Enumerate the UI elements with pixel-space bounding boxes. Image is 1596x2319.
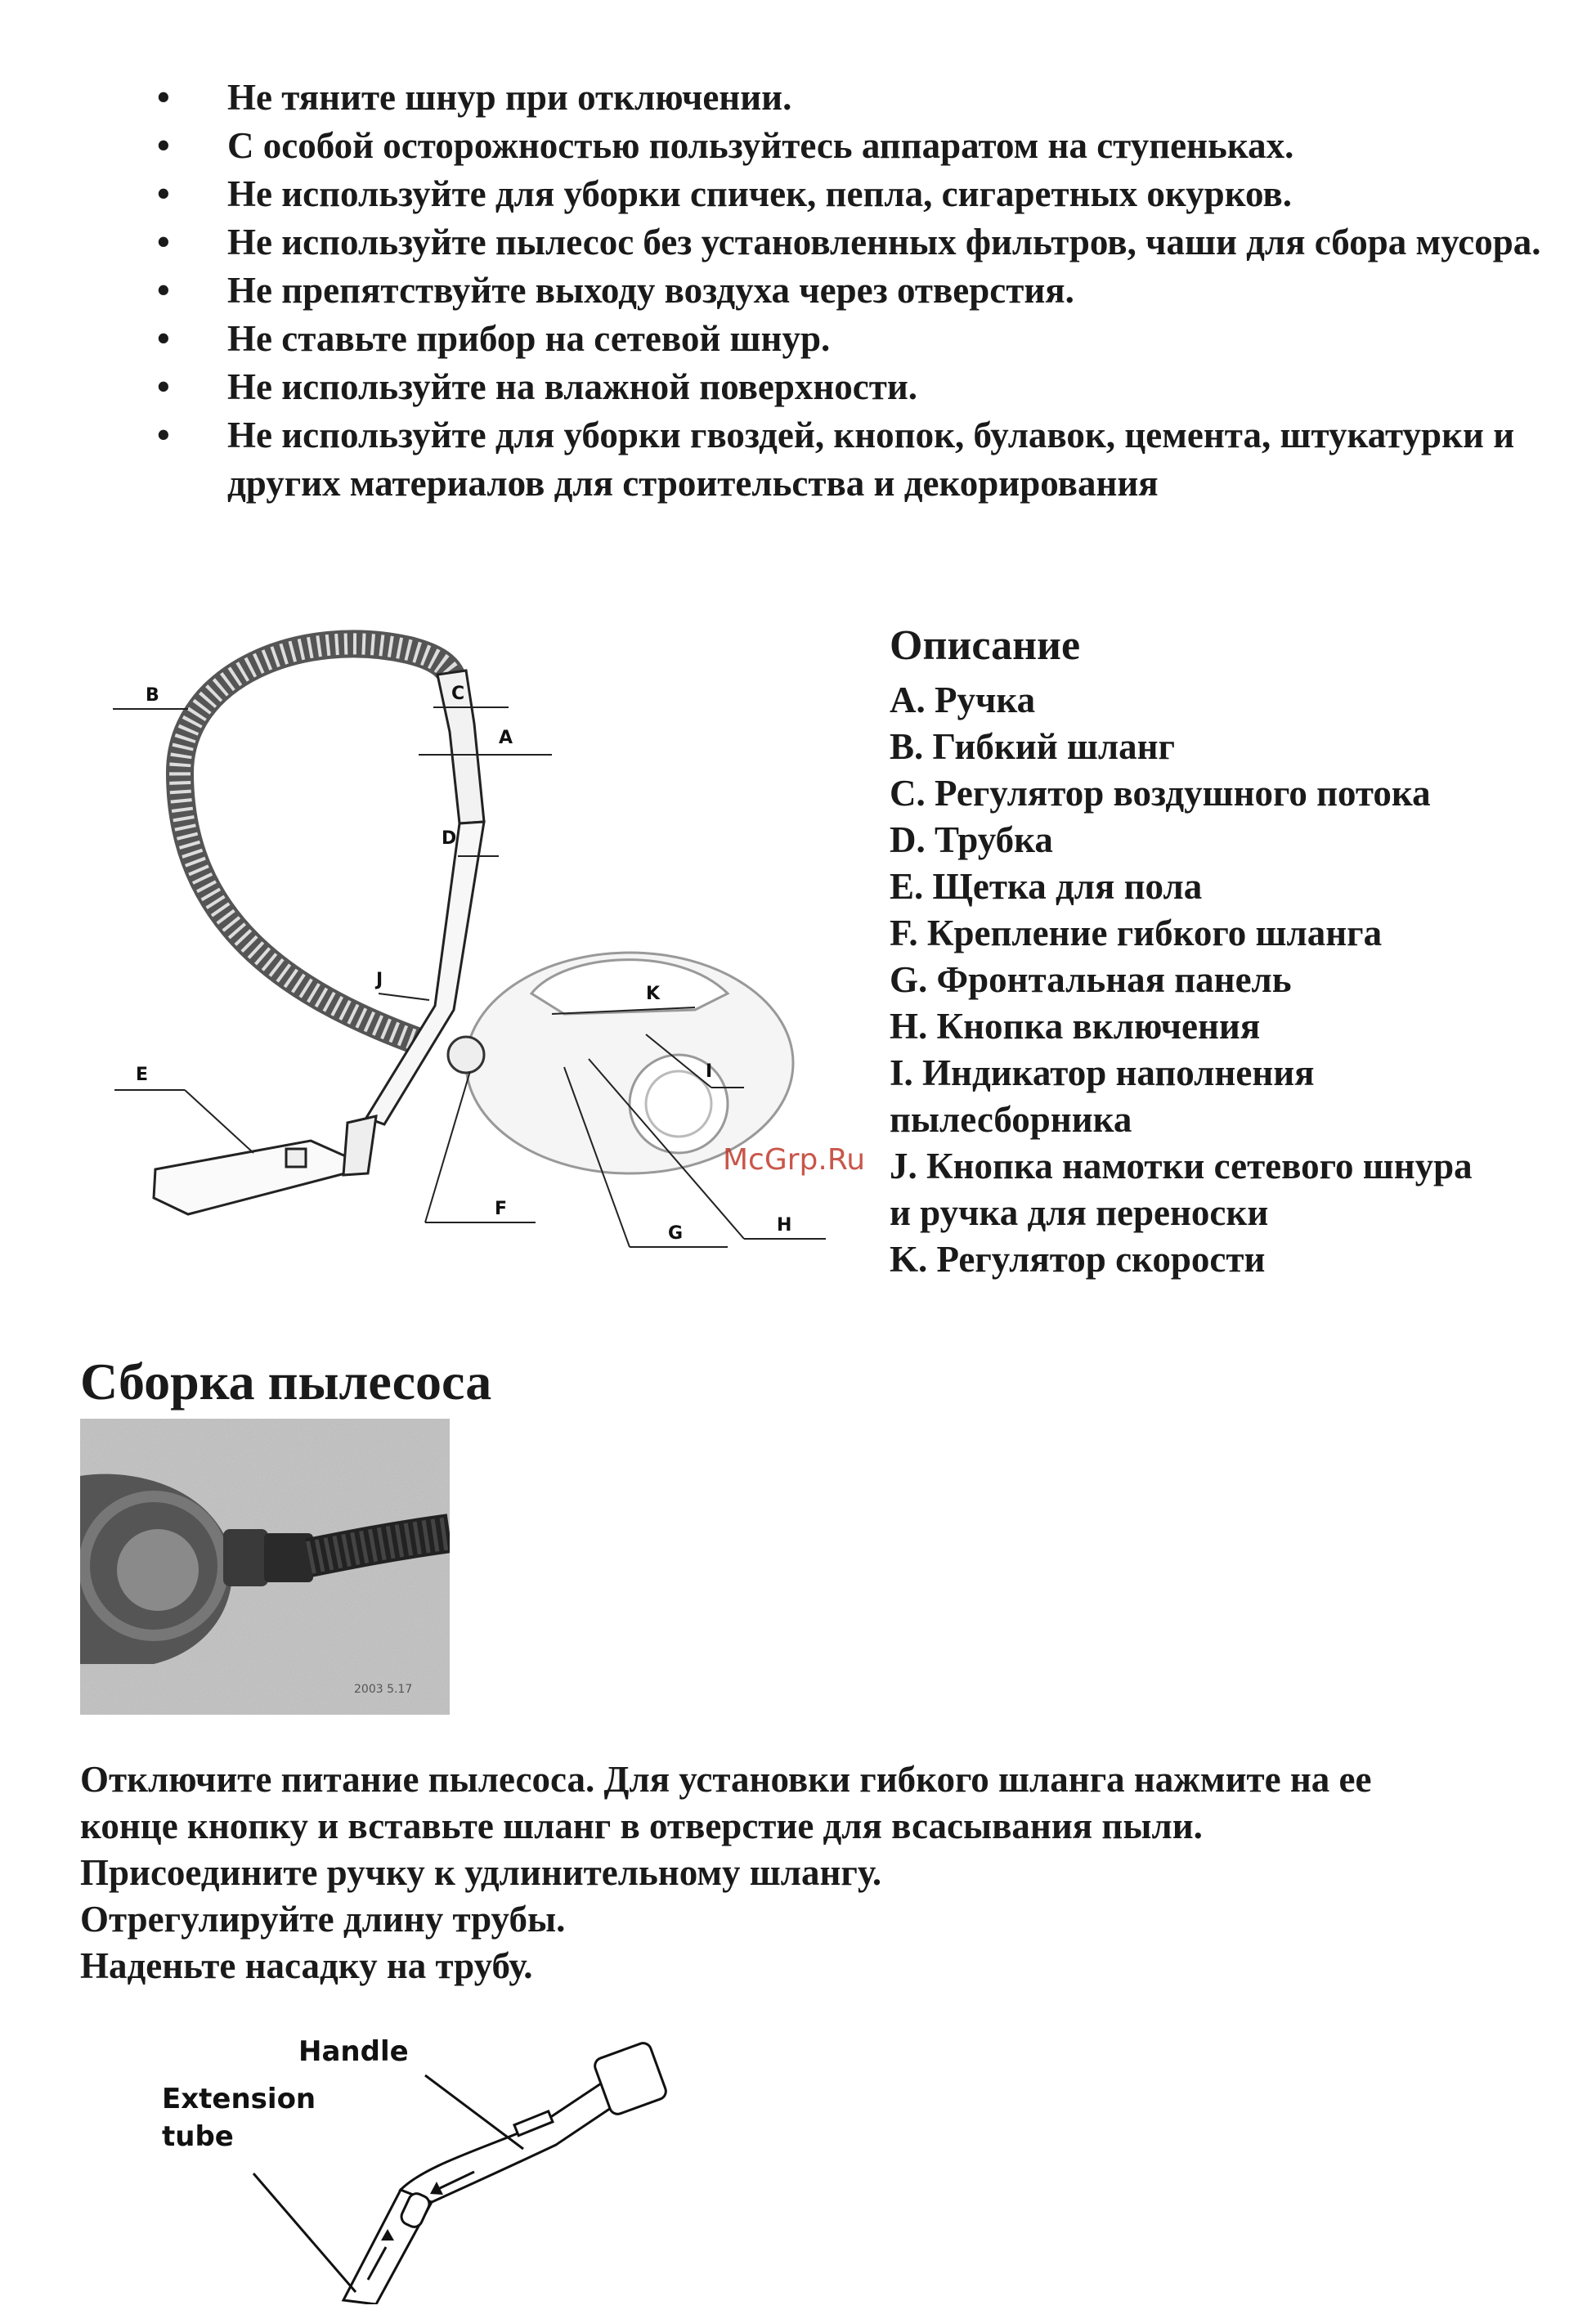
- handle-tube-diagram: [155, 2026, 687, 2304]
- photo-connector: [223, 1529, 268, 1586]
- instruction-line: Наденьте насадку на трубу.: [80, 1945, 533, 1986]
- instruction-line: конце кнопку и вставьте шланг в отверстие для всасывания пыли.: [80, 1805, 1203, 1846]
- instruction-line: Присоедините ручку к удлинительному шлангу.: [80, 1852, 882, 1893]
- description-line: C. Регулятор воздушного потока: [890, 773, 1431, 814]
- list-item: • С особой осторожностью пользуйтесь аппаратом на ступеньках.: [154, 122, 1560, 170]
- extension-label-2: tube: [162, 2120, 234, 2153]
- hose-socket: [448, 1037, 484, 1073]
- description-line: H. Кнопка включения: [890, 1006, 1261, 1047]
- label-k: K: [646, 984, 661, 1004]
- description-line: K. Регулятор скорости: [890, 1239, 1266, 1280]
- list-item: • Не используйте на влажной поверхности.: [154, 363, 1560, 411]
- watermark[interactable]: McGrp.Ru: [723, 1143, 866, 1177]
- photo-date-stamp: 2003 5.17: [354, 1683, 413, 1696]
- label-b: B: [146, 685, 159, 706]
- leader-j: [379, 994, 429, 1000]
- extension-label-1: Extension: [162, 2083, 316, 2115]
- description-line: I. Индикатор наполнения: [890, 1052, 1315, 1093]
- description-line: E. Щетка для пола: [890, 866, 1203, 907]
- bullet-icon: •: [157, 222, 170, 262]
- handle-shape-2: [401, 2084, 613, 2202]
- handle-leader: [425, 2075, 523, 2149]
- list-item: • Не используйте для уборки спичек, пепла, сигаретных окурков.: [154, 170, 1560, 218]
- description-line: F. Крепление гибкого шланга: [890, 913, 1383, 953]
- handle-label: Handle: [298, 2035, 409, 2068]
- assembly-instructions: [80, 1756, 1371, 1989]
- list-item: • Не препятствуйте выходу воздуха через отверстия.: [154, 267, 1560, 315]
- label-j: J: [376, 970, 383, 990]
- label-i: I: [706, 1061, 713, 1082]
- bullet-icon: •: [157, 173, 170, 214]
- description-line: G. Фронтальная панель: [890, 959, 1292, 1000]
- label-g: G: [668, 1223, 684, 1244]
- label-c: C: [451, 684, 465, 704]
- bullet-icon: •: [157, 270, 170, 311]
- safety-list: [154, 74, 1560, 508]
- list-item: • Не тяните шнур при отключении.: [154, 74, 1560, 122]
- instruction-line: Отключите питание пылесоса. Для установки гибкого шланга нажмите на ее: [80, 1759, 1372, 1800]
- tube-shape: [366, 822, 484, 1124]
- bullet-icon: •: [157, 318, 170, 359]
- description-line: пылесборника: [890, 1099, 1132, 1140]
- description-title: Описание: [890, 622, 1081, 669]
- extension-leader: [253, 2173, 356, 2292]
- leader-f: [425, 1071, 470, 1222]
- assembly-title: Сборка пылесоса: [80, 1352, 492, 1411]
- hose-outline: [180, 644, 457, 1043]
- list-item: • Не используйте для уборки гвоздей, кнопок, булавок, цемента, штукатурки и других материалов для строительства и декорирования: [154, 411, 1560, 508]
- brush-neck: [343, 1116, 376, 1175]
- label-a: A: [499, 728, 513, 748]
- instruction-line: Отрегулируйте длину трубы.: [80, 1899, 566, 1940]
- bullet-icon: •: [157, 125, 170, 166]
- description-line: D. Трубка: [890, 819, 1053, 860]
- description-line: B. Гибкий шланг: [890, 726, 1175, 767]
- list-item: • Не ставьте прибор на сетевой шнур.: [154, 315, 1560, 363]
- bullet-icon: •: [157, 415, 170, 455]
- list-item: • Не используйте пылесос без установленных фильтров, чаши для сбора мусора.: [154, 218, 1560, 267]
- hose-connection-photo: [80, 1419, 450, 1715]
- description-line: J. Кнопка намотки сетевого шнура: [890, 1146, 1473, 1186]
- brush-knob: [286, 1149, 306, 1167]
- description-line: A. Ручка: [890, 680, 1036, 720]
- bullet-icon: •: [157, 77, 170, 118]
- leader-e2: [185, 1090, 253, 1153]
- description-line: и ручка для переноски: [890, 1192, 1269, 1233]
- label-e: E: [136, 1065, 149, 1085]
- label-h: H: [777, 1215, 792, 1236]
- description-block: [890, 620, 1473, 1283]
- floor-brush: [154, 1141, 347, 1214]
- bullet-icon: •: [157, 366, 170, 407]
- label-f: F: [495, 1199, 508, 1219]
- label-d: D: [442, 828, 457, 849]
- front-wheel: [630, 1055, 728, 1153]
